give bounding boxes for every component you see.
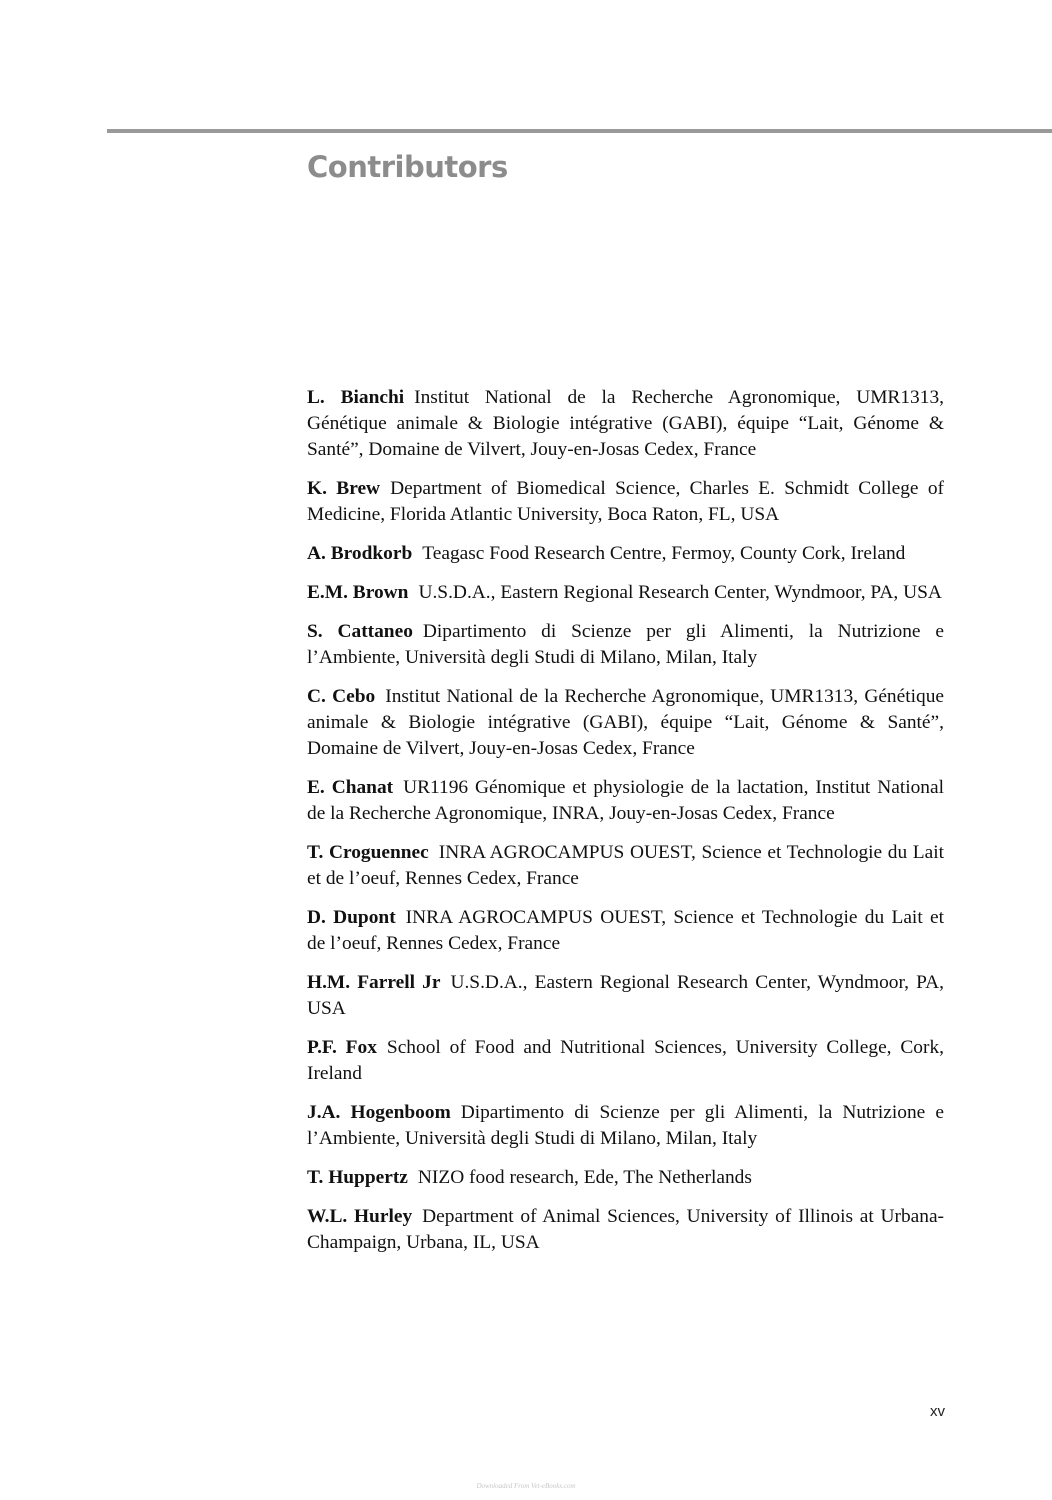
contributor-name: C. Cebo <box>307 686 376 707</box>
contributor-entry <box>307 580 944 606</box>
contributor-entry <box>307 840 944 892</box>
contributor-affiliation: Institut National de la Recherche Agronomique, UMR1313, Génétique animale & Biologie intégrative (GABI), équipe “Lait, Génome & Santé”, Domaine de Vilvert, Jouy-en-Josas Cedex, France <box>307 387 944 460</box>
contributor-affiliation: U.S.D.A., Eastern Regional Research Center, Wyndmoor, PA, USA <box>418 582 942 603</box>
contributor-entry <box>307 619 944 671</box>
contributor-entry <box>307 541 944 567</box>
contributor-affiliation: Department of Animal Sciences, University of Illinois at Urbana-Champaign, Urbana, IL, USA <box>307 1206 945 1253</box>
page-title: Contributors <box>307 150 508 184</box>
contributor-entry <box>307 476 944 528</box>
contributor-affiliation: Department of Biomedical Science, Charles E. Schmidt College of Medicine, Florida Atlantic University, Boca Raton, FL, USA <box>307 478 944 525</box>
contributor-name: L. Bianchi <box>307 387 405 408</box>
contributor-name: S. Cattaneo <box>307 621 413 642</box>
contributor-entry <box>307 1165 944 1191</box>
contributor-name: A. Brodkorb <box>307 543 413 564</box>
contributor-affiliation: Teagasc Food Research Centre, Fermoy, County Cork, Ireland <box>422 543 906 564</box>
contributor-entry <box>307 970 944 1022</box>
contributor-entry <box>307 1204 944 1256</box>
contributor-entry <box>307 684 944 762</box>
header-rule <box>107 129 1052 133</box>
contributor-name: E. Chanat <box>307 777 394 798</box>
contributor-name: W.L. Hurley <box>307 1206 413 1227</box>
contributor-affiliation: Dipartimento di Scienze per gli Alimenti, la Nutrizione e l’Ambiente, Università degli Studi di Milano, Milan, Italy <box>307 1102 944 1149</box>
contributor-entry <box>307 385 944 463</box>
contributor-affiliation: Institut National de la Recherche Agronomique, UMR1313, Génétique animale & Biologie intégrative (GABI), équipe “Lait, Génome & Santé”, Domaine de Vilvert, Jouy-en-Josas Cedex, France <box>307 686 945 759</box>
contributor-affiliation: School of Food and Nutritional Sciences, University College, Cork, Ireland <box>307 1037 944 1084</box>
contributor-affiliation: U.S.D.A., Eastern Regional Research Center, Wyndmoor, PA, USA <box>307 972 944 1019</box>
contributor-name: E.M. Brown <box>307 582 409 603</box>
contributor-name: K. Brew <box>307 478 381 499</box>
contributor-affiliation: INRA AGROCAMPUS OUEST, Science et Technologie du Lait et de l’oeuf, Rennes Cedex, France <box>307 907 944 954</box>
download-watermark: Downloaded From Vet-eBooks.com <box>476 1482 576 1490</box>
contributor-affiliation: INRA AGROCAMPUS OUEST, Science et Technologie du Lait et de l’oeuf, Rennes Cedex, France <box>307 842 944 889</box>
contributor-entry <box>307 1035 944 1087</box>
page-number: xv <box>930 1403 945 1420</box>
contributor-name: D. Dupont <box>307 907 396 928</box>
contributor-affiliation: UR1196 Génomique et physiologie de la lactation, Institut National de la Recherche Agronomique, INRA, Jouy-en-Josas Cedex, France <box>307 777 944 824</box>
contributor-entry <box>307 1100 944 1152</box>
contributor-name: T. Croguennec <box>307 842 429 863</box>
contributor-name: T. Huppertz <box>307 1167 408 1188</box>
contributor-entry <box>307 775 944 827</box>
contributor-list <box>307 385 944 1269</box>
contributor-name: P.F. Fox <box>307 1037 377 1058</box>
contributor-name: J.A. Hogenboom <box>307 1102 451 1123</box>
contributor-name: H.M. Farrell Jr <box>307 972 441 993</box>
contributor-affiliation: NIZO food research, Ede, The Netherlands <box>417 1167 752 1188</box>
contributor-affiliation: Dipartimento di Scienze per gli Alimenti, la Nutrizione e l’Ambiente, Università degli Studi di Milano, Milan, Italy <box>307 621 945 668</box>
contributor-entry <box>307 905 944 957</box>
